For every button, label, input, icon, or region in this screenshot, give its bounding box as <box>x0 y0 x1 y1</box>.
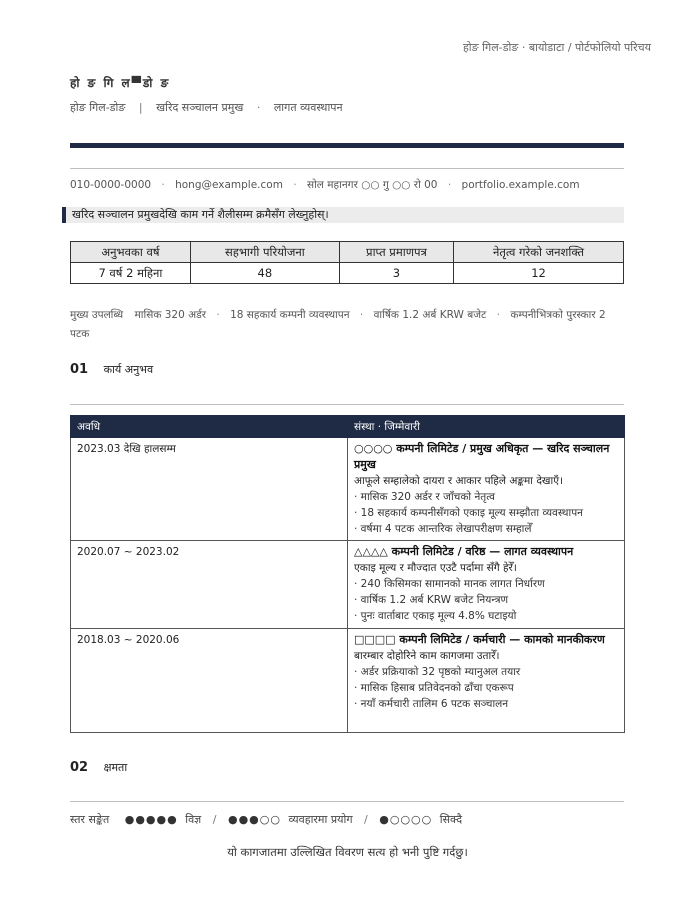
stats-header: अनुभवका वर्ष <box>71 242 191 263</box>
highlight-item: वार्षिक 1.2 अर्ब KRW बजेट <box>373 309 487 321</box>
highlight-item: 18 सहकार्य कम्पनी व्यवस्थापन <box>230 309 350 321</box>
experience-row <box>71 629 625 733</box>
level-practical-mark: ●●●○○ <box>227 813 281 826</box>
stats-value: 12 <box>454 263 624 284</box>
highlight-dot: · <box>496 309 500 321</box>
contact-address: सोल महानगर ○○ गु ○○ रो 00 <box>306 179 438 191</box>
level-expert-mark: ●●●●● <box>124 813 178 826</box>
experience-bullet: · वर्षमा 4 पटक आन्तरिक लेखापरीक्षण सम्हालेँ <box>354 523 532 535</box>
highlight-dot: · <box>216 309 220 321</box>
declaration-text: यो कागजातमा उल्लिखित विवरण सत्य हो भनी पुष्टि गर्दछु। <box>227 845 468 859</box>
section-number: 01 <box>70 362 89 377</box>
highlights <box>70 306 624 344</box>
experience-detail <box>348 541 625 629</box>
legend-label: स्तर सङ्केत <box>70 813 110 826</box>
subtitle-separator: | <box>138 101 143 114</box>
instruction-banner: खरिद सञ्चालन प्रमुखदेखि काम गर्ने शैलीसम्म क्रमैसँग लेख्नुहोस्। <box>62 207 624 223</box>
subtitle-dot: · <box>256 101 261 114</box>
contact-dot: · <box>293 179 297 191</box>
header-rule-thick <box>70 143 624 148</box>
experience-bullet: · मासिक हिसाब प्रतिवेदनको ढाँचा एकरूप <box>354 682 514 694</box>
subtitle-field: लागत व्यवस्थापन <box>273 101 343 114</box>
highlight-dot: · <box>359 309 364 321</box>
experience-bullet: · मासिक 320 अर्डर र जाँचको नेतृत्व <box>354 491 495 503</box>
stats-value: 7 वर्ष 2 महिना <box>71 263 191 284</box>
contact-website: portfolio.example.com <box>461 179 580 191</box>
stats-value: 3 <box>339 263 453 284</box>
experience-role: △△△△ कम्पनी लिमिटेड / वरिष्ठ — लागत व्यवस्थापन <box>354 545 574 558</box>
experience-desc: बारम्बार दोहोरिने काम कागजमा उतारेँ। <box>354 650 500 662</box>
experience-detail <box>348 438 625 541</box>
legend-separator: / <box>212 813 217 826</box>
section-rule <box>70 404 624 405</box>
legend-separator: / <box>364 813 368 826</box>
section-number: 02 <box>70 760 89 775</box>
experience-bullet: · 240 किसिमका सामानको मानक लागत निर्धारण <box>354 578 545 590</box>
experience-period: 2020.07 ~ 2023.02 <box>71 541 348 629</box>
contact-phone: 010-0000-0000 <box>70 179 152 191</box>
level-expert-text: विज्ञ <box>185 813 202 826</box>
experience-header-period: अवधि <box>71 416 348 438</box>
header-rule-thin <box>70 168 624 169</box>
highlight-item: कम्पनीभित्रको पुरस्कार 2 पटक <box>70 309 606 340</box>
experience-row <box>71 438 625 541</box>
experience-bullet: · वार्षिक 1.2 अर्ब KRW बजेट नियन्त्रण <box>354 594 509 606</box>
section-label: कार्य अनुभव <box>103 363 154 376</box>
experience-desc: आफूले सम्हालेको दायरा र आकार पहिले अङ्कमा देखाएँ। <box>354 475 563 487</box>
level-learning-text: सिक्दै <box>439 813 463 826</box>
experience-detail <box>348 629 625 733</box>
document-header: होङ गिल-डोङ · बायोडाटा / पोर्टफोलियो परिचय <box>462 41 651 54</box>
summary-stats-table <box>70 241 624 284</box>
experience-period: 2023.03 देखि हालसम्म <box>71 438 348 541</box>
section-title-experience <box>70 362 153 377</box>
section-rule <box>70 801 624 802</box>
contact-email: hong@example.com <box>175 179 283 191</box>
name-title: हो ङ गि ल▀डो ङ <box>70 76 171 90</box>
subtitle <box>70 100 343 115</box>
highlights-label: मुख्य उपलब्धि <box>70 309 124 321</box>
experience-bullet: · 18 सहकार्य कम्पनीसँगको एकाइ मूल्य सम्झौता व्यवस्थापन <box>354 507 583 519</box>
level-learning-mark: ●○○○○ <box>379 813 433 826</box>
stats-header: सहभागी परियोजना <box>190 242 339 263</box>
skill-level-legend <box>70 812 462 827</box>
experience-bullet: · नयाँ कर्मचारी तालिम 6 पटक सञ्चालन <box>354 698 509 710</box>
experience-role: □□□□ कम्पनी लिमिटेड / कर्मचारी — कामको मानकीकरण <box>354 633 605 646</box>
experience-desc: एकाइ मूल्य र मौज्दात एउटै पर्दामा सँगै हेरेँ। <box>354 562 517 574</box>
contact-line <box>70 178 580 192</box>
stats-value-row <box>71 263 624 284</box>
stats-value: 48 <box>190 263 339 284</box>
section-title-skills <box>70 760 127 775</box>
subtitle-name: होङ गिल-डोङ <box>70 101 126 114</box>
experience-bullet: · पुनः वार्ताबाट एकाइ मूल्य 4.8% घटाइयो <box>354 610 517 622</box>
contact-dot: · <box>447 179 452 191</box>
stats-header-row <box>71 242 624 263</box>
experience-role: ○○○○ कम्पनी लिमिटेड / प्रमुख अधिकृत — खरिद सञ्चालन प्रमुख <box>354 442 610 471</box>
level-practical-text: व्यवहारमा प्रयोग <box>288 813 353 826</box>
experience-header-org: संस्था · जिम्मेवारी <box>348 416 625 438</box>
experience-period: 2018.03 ~ 2020.06 <box>71 629 348 733</box>
experience-bullet: · अर्डर प्रक्रियाको 32 पृष्ठको म्यानुअल तयार <box>354 666 521 678</box>
subtitle-role: खरिद सञ्चालन प्रमुख <box>156 101 244 114</box>
stats-header: प्राप्त प्रमाणपत्र <box>339 242 453 263</box>
section-label: क्षमता <box>103 761 128 774</box>
experience-row <box>71 541 625 629</box>
contact-dot: · <box>161 179 165 191</box>
experience-header-row <box>71 416 625 438</box>
highlight-item: मासिक 320 अर्डर <box>134 309 207 321</box>
stats-header: नेतृत्व गरेको जनशक्ति <box>454 242 624 263</box>
experience-table <box>70 415 625 733</box>
